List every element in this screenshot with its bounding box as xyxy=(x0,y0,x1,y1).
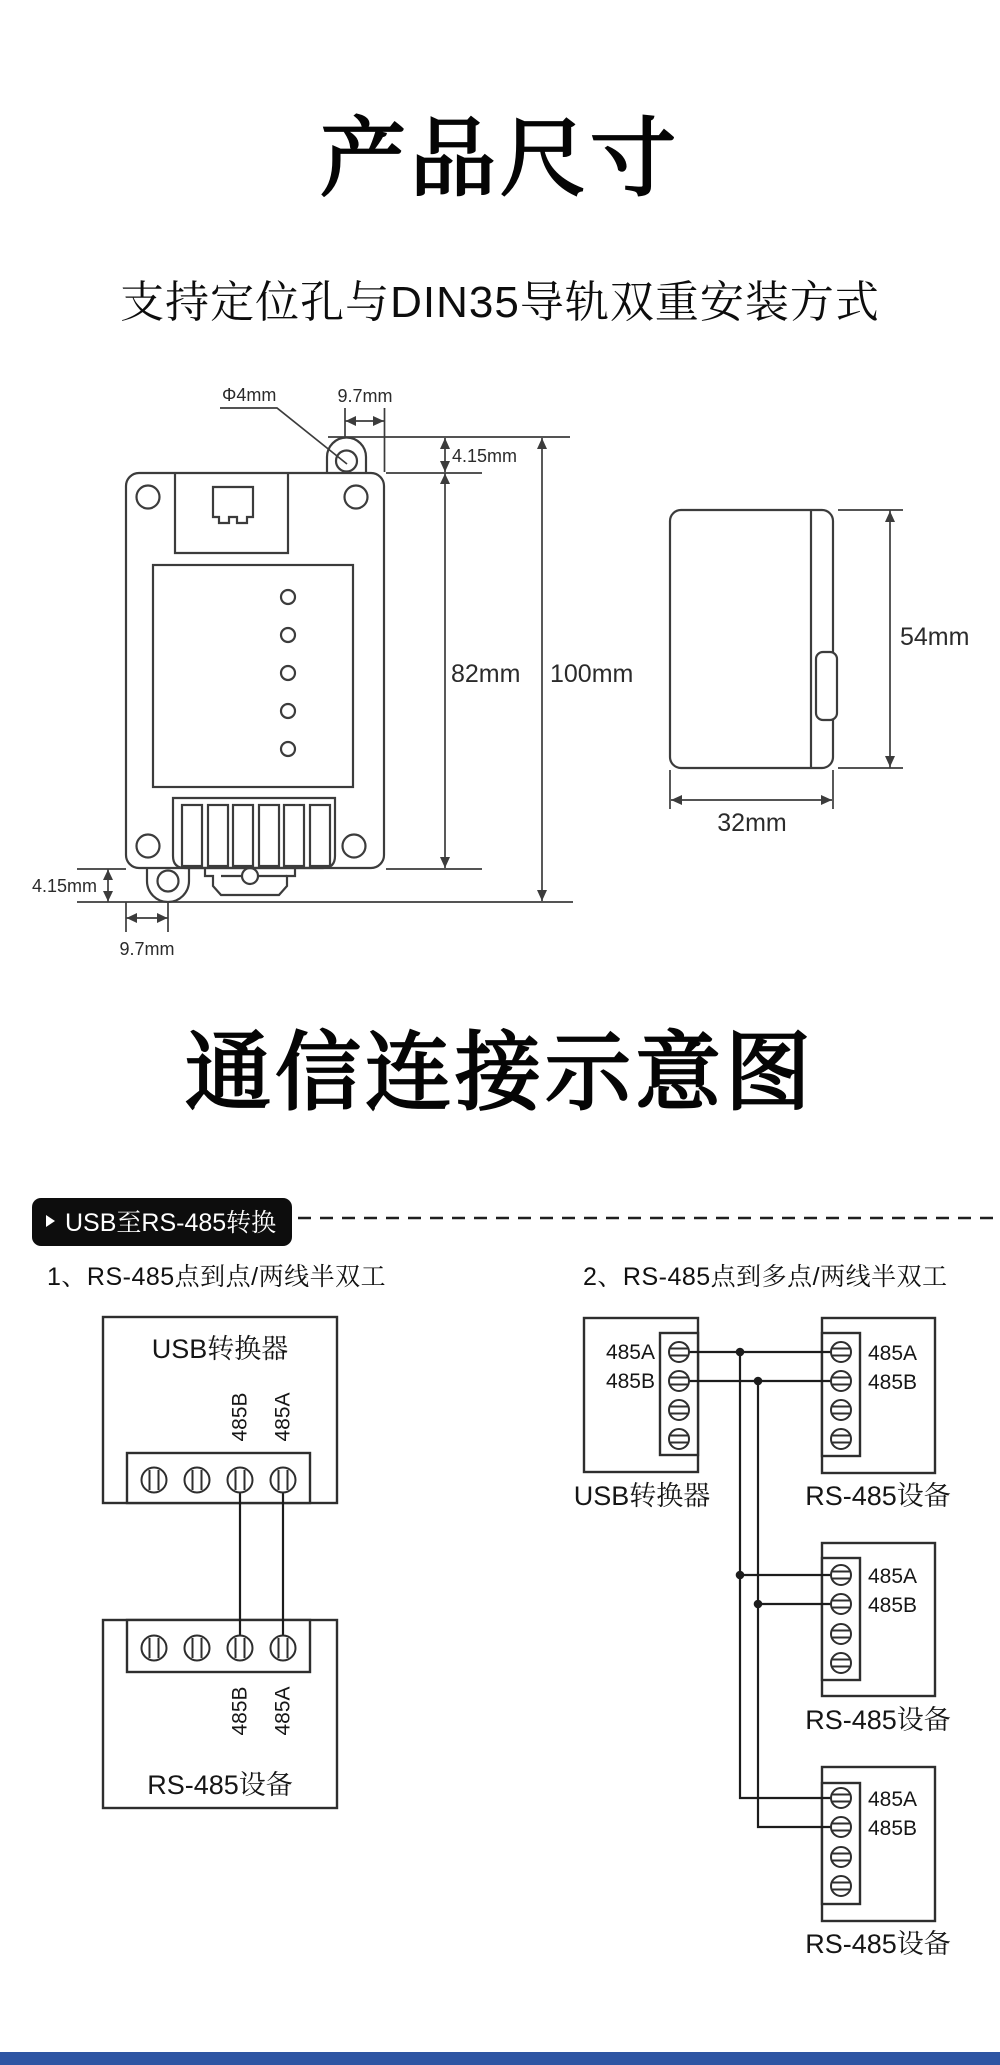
section-badge-label: USB至RS-485转换 xyxy=(65,1209,277,1237)
bus-wires xyxy=(679,1348,841,1827)
wire-junction-dot xyxy=(736,1348,745,1357)
diagram2-point-to-multipoint xyxy=(574,1318,951,1959)
section-badge xyxy=(32,1198,292,1246)
terminal-label-485b: 485B xyxy=(228,1392,252,1442)
dim-total-height: 100mm xyxy=(550,660,634,688)
terminal-label-485a: 485A xyxy=(605,1341,655,1364)
terminal-label-485a: 485A xyxy=(271,1686,295,1736)
front-view-drawing xyxy=(126,438,384,903)
terminal-label-485a: 485A xyxy=(271,1392,295,1442)
terminal-label-485b: 485B xyxy=(868,1817,918,1840)
terminal-screw xyxy=(831,1429,851,1449)
side-view-drawing xyxy=(670,510,969,837)
terminal-screw xyxy=(831,1876,851,1896)
bottom-mounting-lug xyxy=(147,867,189,902)
terminal-screw xyxy=(271,1468,296,1493)
terminal-screw xyxy=(185,1468,210,1493)
device-body-outline xyxy=(126,473,384,868)
terminal-label-485b: 485B xyxy=(868,1594,918,1617)
terminal-screw xyxy=(831,1847,851,1867)
wire-junction-dot xyxy=(754,1600,763,1609)
diagram1-point-to-point xyxy=(103,1317,337,1808)
terminal-label-485a: 485A xyxy=(868,1565,918,1588)
terminal-screw xyxy=(669,1429,689,1449)
device-label: RS-485设备 xyxy=(805,1481,951,1511)
dim-side-height: 54mm xyxy=(900,623,970,651)
dim-bottom-lug-height: 4.15mm xyxy=(31,876,97,896)
connection-title: 通信连接示意图 xyxy=(185,1025,815,1121)
din-clip-tab xyxy=(816,652,837,720)
terminal-screw xyxy=(831,1565,851,1585)
terminal-screw xyxy=(831,1371,851,1391)
terminal-screw xyxy=(669,1371,689,1391)
terminal-label-485b: 485B xyxy=(228,1686,252,1736)
dim-body-height: 82mm xyxy=(451,660,521,688)
terminal-screw xyxy=(831,1653,851,1673)
wire-junction-dot xyxy=(736,1571,745,1580)
dim-top-hole-offset: 9.7mm xyxy=(337,386,393,406)
dim-top-lug-height: 4.15mm xyxy=(452,446,518,466)
terminal-screw xyxy=(669,1400,689,1420)
terminal-label-485a: 485A xyxy=(868,1342,918,1365)
dim-side-depth: 32mm xyxy=(717,809,787,837)
terminal-screw xyxy=(831,1817,851,1837)
dim-hole-diameter: Φ4mm xyxy=(222,385,277,405)
terminal-screw xyxy=(228,1636,253,1661)
terminal-screw xyxy=(831,1624,851,1644)
device-label: RS-485设备 xyxy=(805,1929,951,1959)
terminal-label-485a: 485A xyxy=(868,1788,918,1811)
terminal-screw xyxy=(831,1788,851,1808)
device-label: RS-485设备 xyxy=(805,1705,951,1735)
din-clip-bottom xyxy=(205,868,295,895)
terminal-label-485b: 485B xyxy=(605,1370,655,1393)
terminal-screw xyxy=(831,1400,851,1420)
terminal-screw xyxy=(271,1636,296,1661)
terminal-screw xyxy=(831,1594,851,1614)
play-arrow-icon xyxy=(46,1215,55,1227)
converter-label: USB转换器 xyxy=(573,1481,711,1511)
terminal-screw xyxy=(142,1468,167,1493)
section-divider-bar xyxy=(0,2052,1000,2065)
diagram2-heading: 2、RS-485点到多点/两线半双工 xyxy=(583,1263,948,1291)
diagram1-heading: 1、RS-485点到点/两线半双工 xyxy=(47,1263,387,1291)
terminal-screw xyxy=(142,1636,167,1661)
converter-label: USB转换器 xyxy=(151,1334,289,1364)
device-label: RS-485设备 xyxy=(147,1770,293,1800)
wire-junction-dot xyxy=(754,1377,763,1386)
terminal-screw xyxy=(831,1342,851,1362)
top-mounting-lug xyxy=(327,438,366,475)
side-body-outline xyxy=(670,510,833,768)
terminal-screw xyxy=(669,1342,689,1362)
dim-bottom-hole-offset: 9.7mm xyxy=(119,939,175,959)
terminal-screw xyxy=(228,1468,253,1493)
product-dimensions-title: 产品尺寸 xyxy=(320,111,680,207)
terminal-screw xyxy=(185,1636,210,1661)
terminal-label-485b: 485B xyxy=(868,1371,918,1394)
product-dimensions-subtitle: 支持定位孔与DIN35导轨双重安装方式 xyxy=(120,278,880,327)
